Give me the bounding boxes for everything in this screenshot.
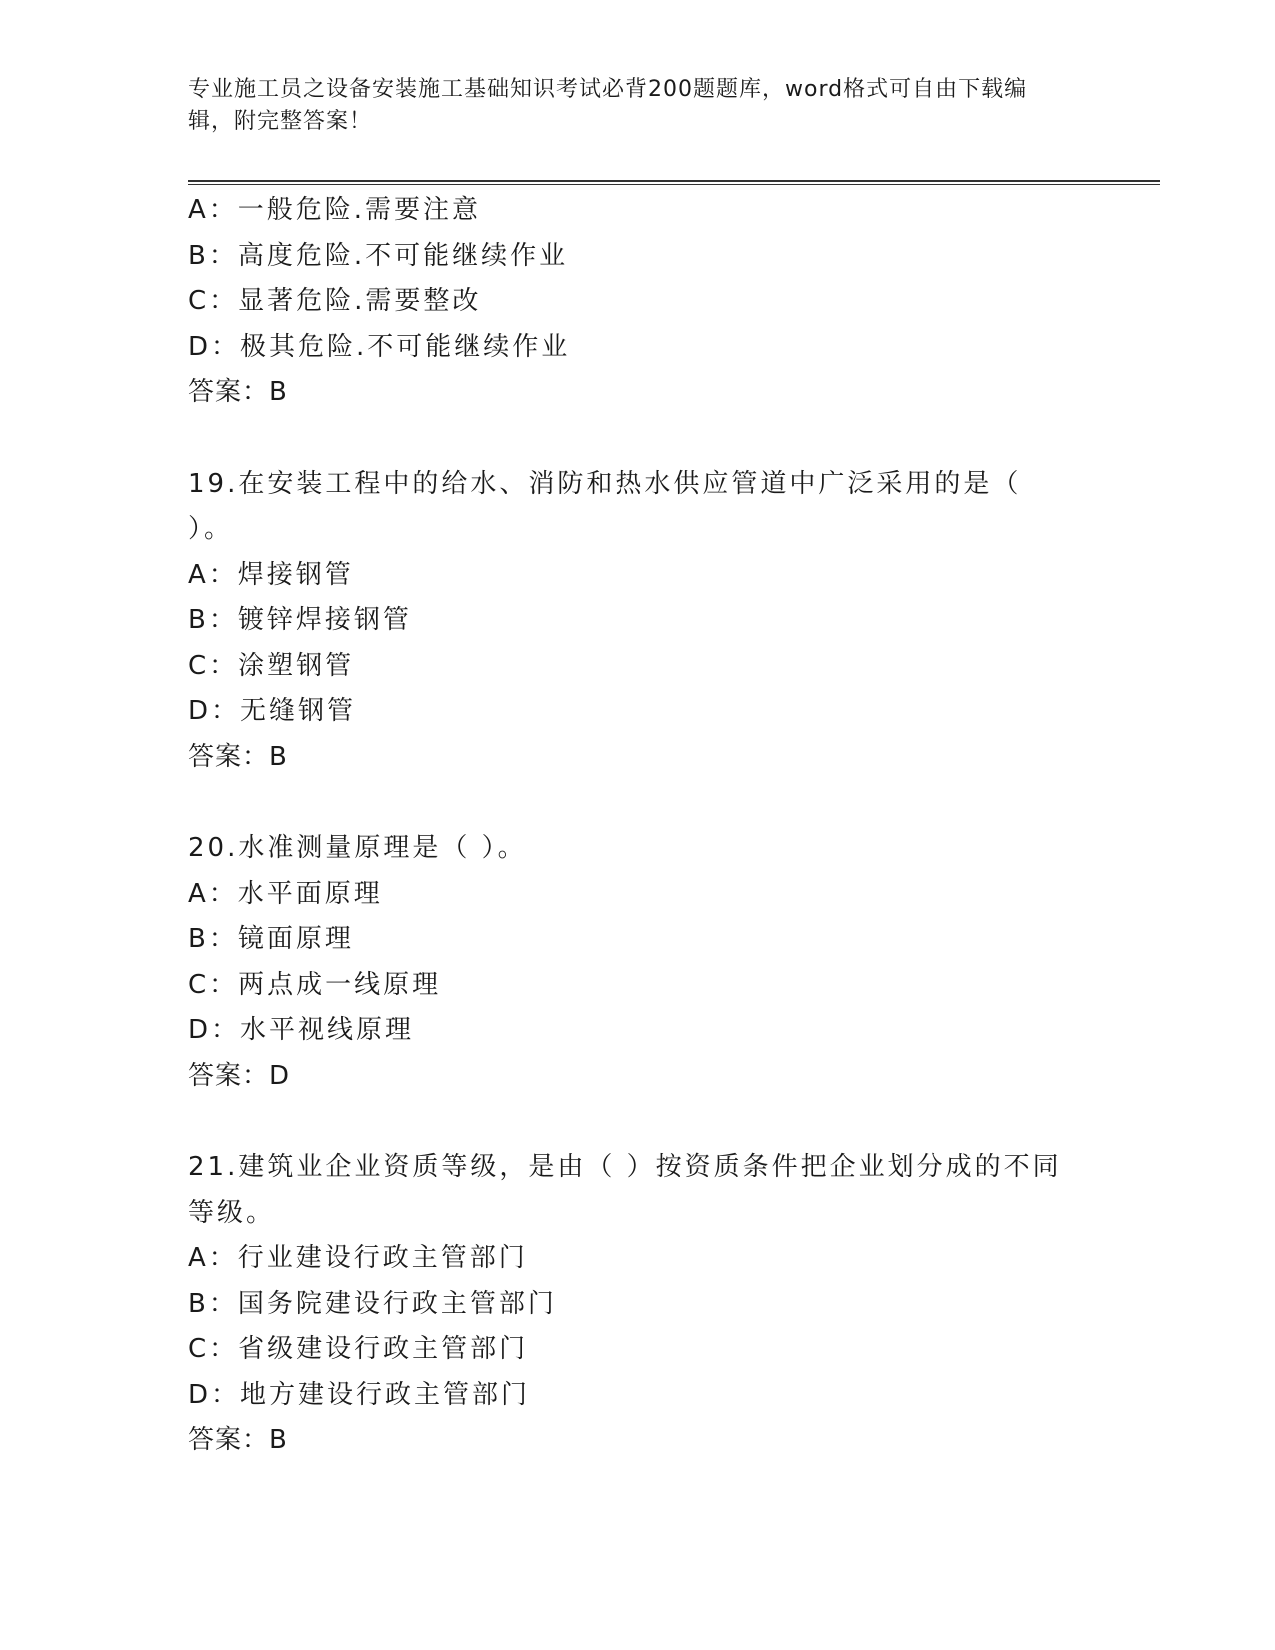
option-d: D：无缝钢管 — [188, 696, 357, 726]
answer-value: B — [269, 1425, 288, 1455]
question-block — [188, 188, 1068, 416]
question-block — [188, 1145, 1068, 1464]
document-header: 专业施工员之设备安装施工基础知识考试必背200题题库，word格式可自由下载编辑，附完整答案！ — [188, 77, 1028, 134]
answer-label: 答案： — [188, 1425, 270, 1455]
answer-value: B — [269, 377, 288, 407]
option-b: B：镀锌焊接钢管 — [188, 605, 412, 635]
option-d: D：地方建设行政主管部门 — [188, 1379, 531, 1410]
answer-label: 答案： — [188, 741, 270, 772]
answer-line — [188, 735, 1068, 781]
option-d: D：水平视线原理 — [188, 1015, 415, 1045]
question-list — [188, 188, 1068, 1510]
answer-value: B — [269, 741, 288, 772]
option-c: C：两点成一线原理 — [188, 969, 442, 1000]
header-rule-thick — [188, 180, 1160, 182]
answer-label: 答案： — [188, 377, 270, 407]
answer-line — [188, 1054, 1068, 1100]
option-b: B：镜面原理 — [188, 924, 354, 954]
option-d: D：极其危险.不可能继续作业 — [188, 331, 571, 362]
option-a: A：一般危险.需要注意 — [188, 195, 482, 225]
answer-value: D — [269, 1060, 291, 1091]
option-a: A：行业建设行政主管部门 — [188, 1243, 528, 1273]
question-block — [188, 462, 1068, 781]
option-c: C：省级建设行政主管部门 — [188, 1334, 529, 1364]
option-b: B：国务院建设行政主管部门 — [188, 1288, 557, 1319]
option-a: A：水平面原理 — [188, 878, 383, 909]
question-block — [188, 826, 1068, 1099]
question-stem: 20.水准测量原理是（ ）。 — [188, 833, 527, 863]
option-b: B：高度危险.不可能继续作业 — [188, 240, 569, 271]
option-a: A：焊接钢管 — [188, 559, 354, 590]
option-c: C：涂塑钢管 — [188, 650, 355, 681]
answer-line — [188, 370, 1068, 416]
header-rule-thin — [188, 184, 1160, 185]
question-stem: 19.在安装工程中的给水、消防和热水供应管道中广泛采用的是（ ）。 — [188, 468, 1022, 544]
option-c: C：显著危险.需要整改 — [188, 286, 482, 316]
question-stem: 21.建筑业企业资质等级，是由（ ）按资质条件把企业划分成的不同等级。 — [188, 1152, 1062, 1228]
answer-label: 答案： — [188, 1060, 270, 1091]
answer-line — [188, 1418, 1068, 1464]
